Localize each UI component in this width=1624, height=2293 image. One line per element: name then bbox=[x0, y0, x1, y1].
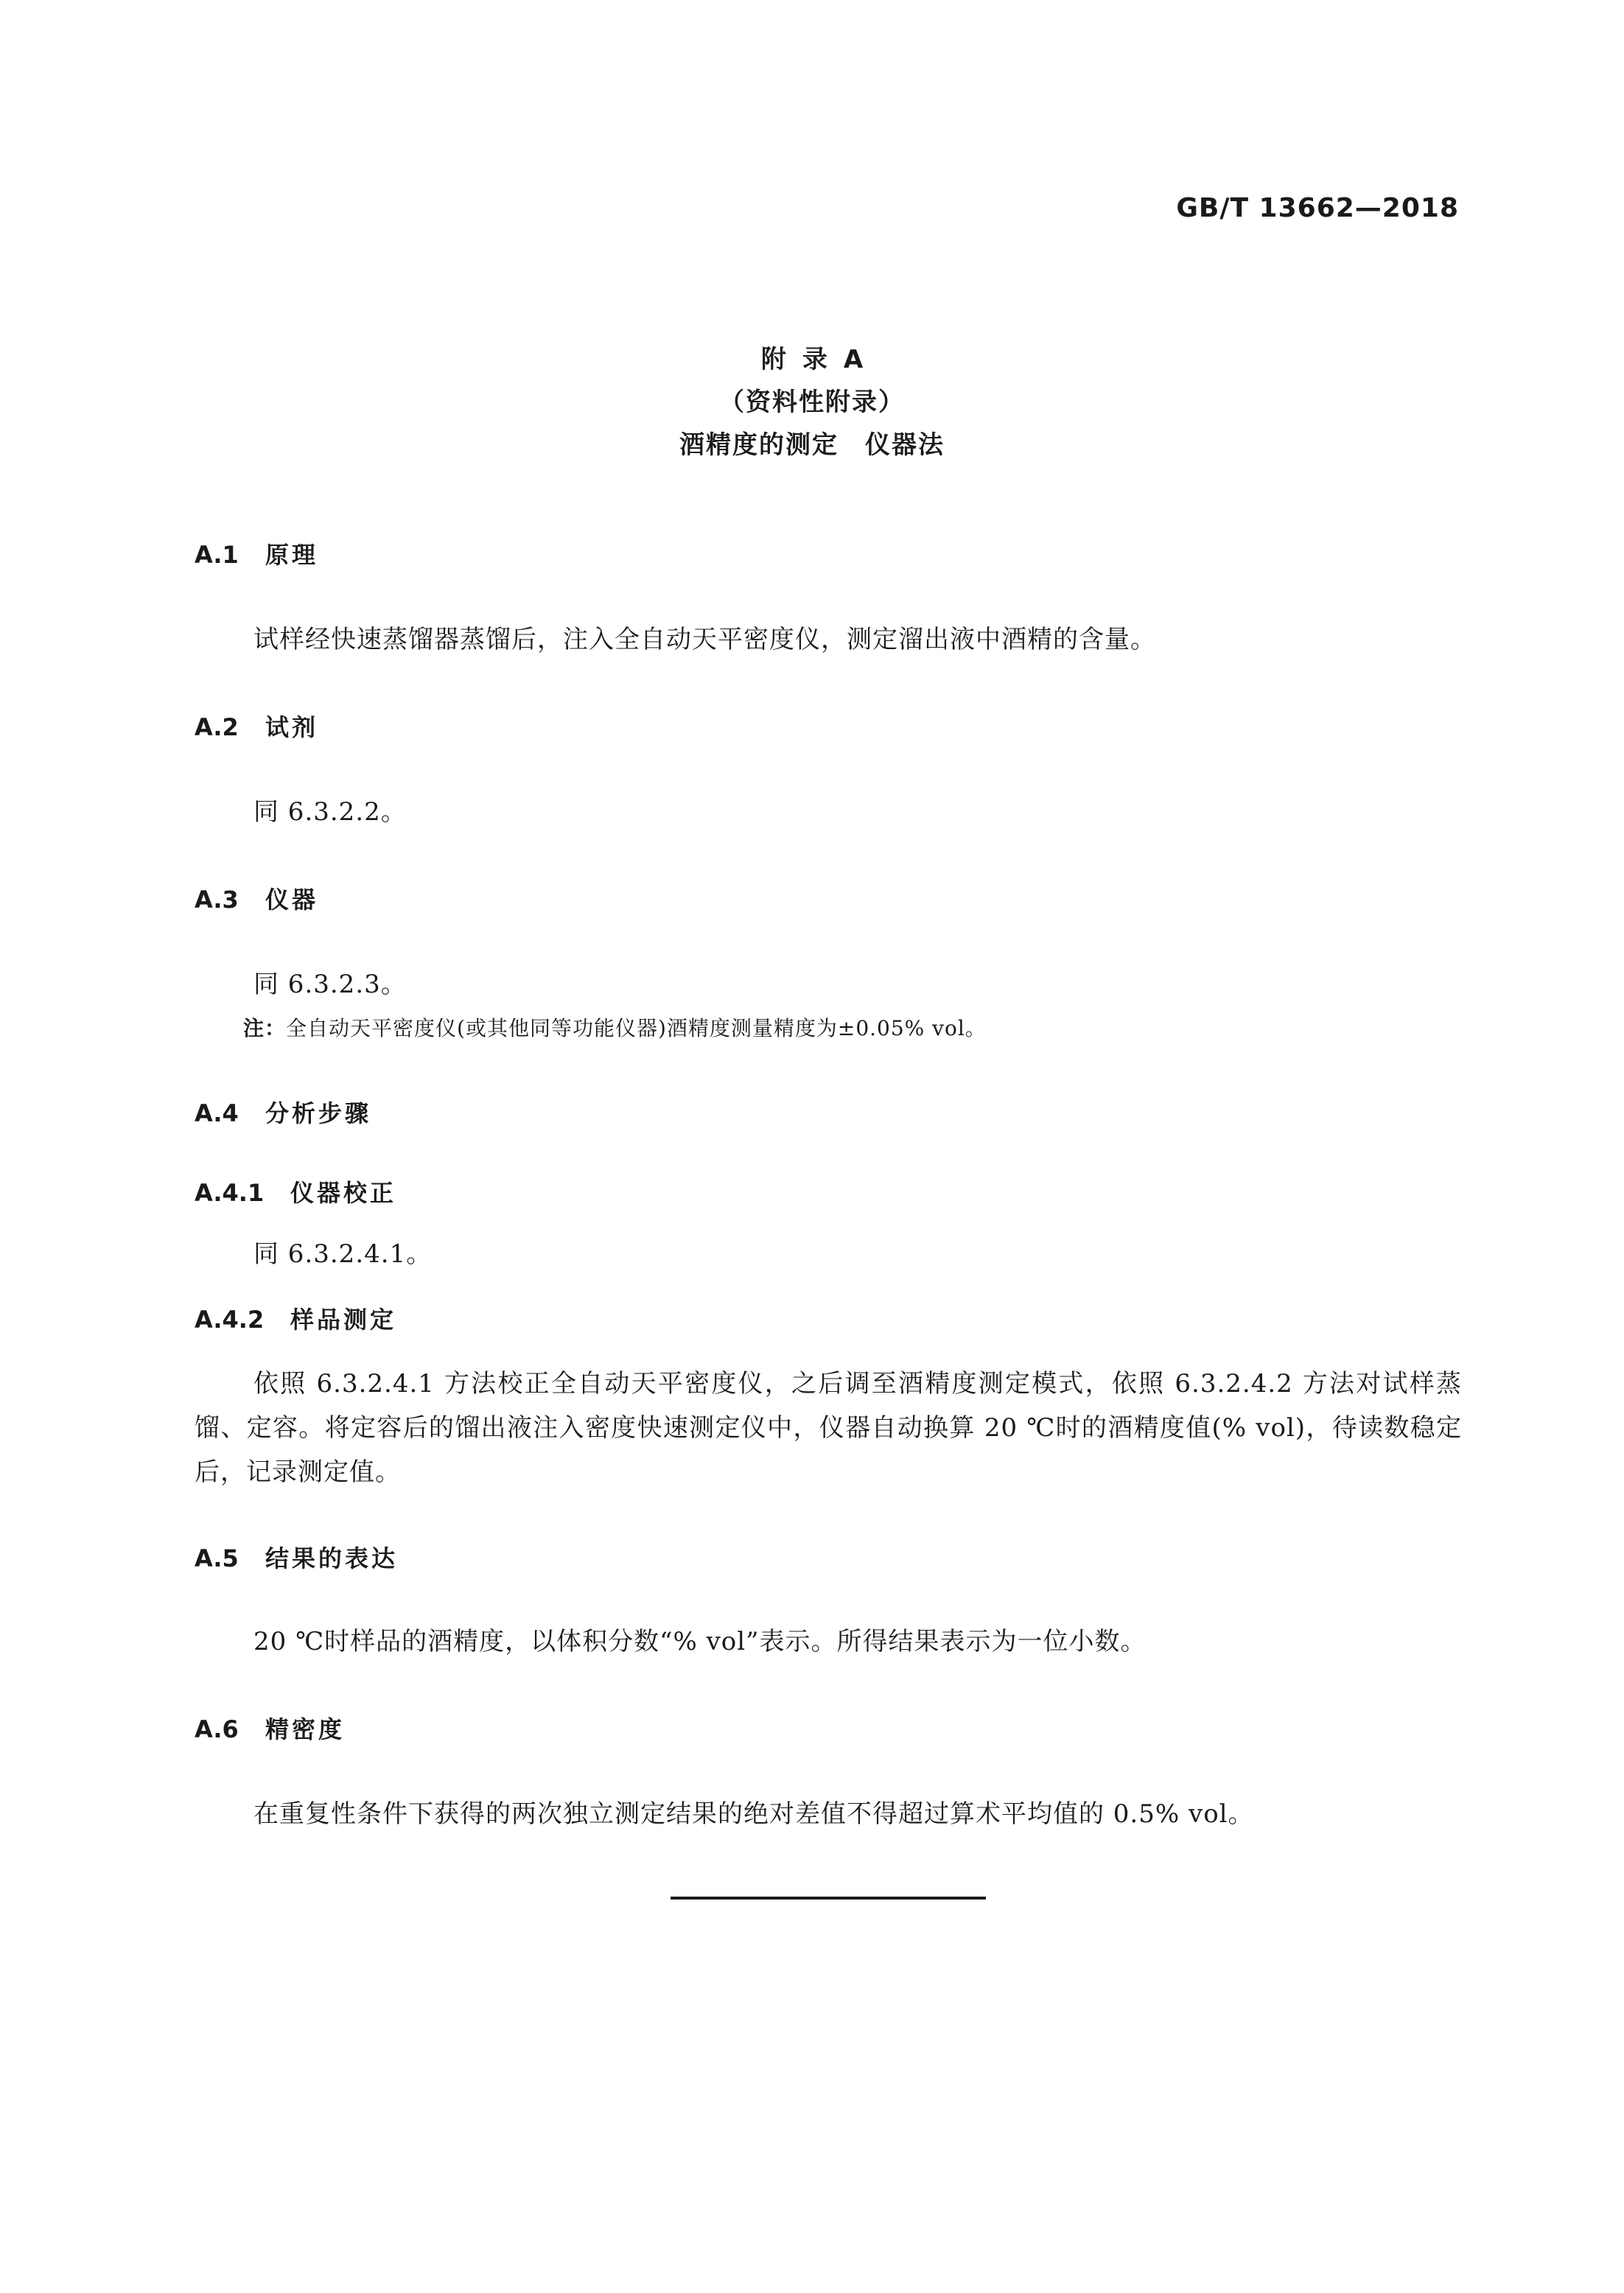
section-title: 原理 bbox=[265, 541, 319, 569]
section-a3-heading bbox=[195, 881, 318, 915]
section-a2-body: 同 6.3.2.2。 bbox=[253, 797, 407, 827]
section-number: A.5 bbox=[195, 1544, 239, 1572]
section-number: A.4.2 bbox=[195, 1306, 265, 1334]
section-number: A.4.1 bbox=[195, 1179, 265, 1207]
section-title: 分析步骤 bbox=[265, 1099, 372, 1127]
section-number: A.6 bbox=[195, 1715, 239, 1743]
section-a2-heading bbox=[195, 709, 318, 743]
section-a6-body: 在重复性条件下获得的两次独立测定结果的绝对差值不得超过算术平均值的 0.5% vol。 bbox=[253, 1799, 1254, 1829]
note-text: 全自动天平密度仪(或其他同等功能仪器)酒精度测量精度为±0.05% vol。 bbox=[286, 1016, 987, 1040]
section-number: A.2 bbox=[195, 713, 239, 741]
end-rule bbox=[671, 1897, 986, 1900]
section-title: 试剂 bbox=[265, 713, 319, 741]
standard-number: GB/T 13662—2018 bbox=[1176, 193, 1459, 223]
section-title: 仪器 bbox=[265, 886, 319, 914]
section-a4-heading bbox=[195, 1095, 371, 1129]
section-a1-body: 试样经快速蒸馏器蒸馏后，注入全自动天平密度仪，测定溜出液中酒精的含量。 bbox=[253, 625, 1156, 654]
section-a5-body: 20 ℃时样品的酒精度，以体积分数“% vol”表示。所得结果表示为一位小数。 bbox=[253, 1627, 1147, 1656]
section-a4-2-heading bbox=[195, 1301, 396, 1335]
section-a3-body: 同 6.3.2.3。 bbox=[253, 970, 407, 999]
section-number: A.1 bbox=[195, 541, 239, 569]
annex-label: 附录A bbox=[760, 345, 880, 374]
note-label: 注： bbox=[243, 1016, 287, 1040]
section-title: 仪器校正 bbox=[290, 1179, 397, 1207]
section-a1-heading bbox=[195, 536, 318, 570]
section-title: 结果的表达 bbox=[265, 1544, 399, 1572]
section-title: 精密度 bbox=[265, 1715, 346, 1743]
section-a4-1-body: 同 6.3.2.4.1。 bbox=[253, 1239, 433, 1269]
section-a4-1-heading bbox=[195, 1174, 396, 1208]
section-title: 样品测定 bbox=[290, 1306, 397, 1334]
section-a4-2-body: 依照 6.3.2.4.1 方法校正全自动天平密度仪，之后调至酒精度测定模式，依照 6.3.2.4.2 方法对试样蒸馏、定容。将定容后的馏出液注入密度快速测定仪中，仪器自动换算 20 ℃时的酒精度值(% vol)，待读数稳定后，记录测定值。 bbox=[195, 1369, 1462, 1487]
section-a3-note bbox=[243, 1012, 987, 1042]
section-number: A.4 bbox=[195, 1099, 239, 1127]
section-a6-heading bbox=[195, 1711, 345, 1745]
section-number: A.3 bbox=[195, 886, 239, 914]
annex-type: （资料性附录） bbox=[719, 388, 905, 417]
section-a5-heading bbox=[195, 1540, 398, 1574]
annex-title: 酒精度的测定 仪器法 bbox=[679, 430, 945, 460]
